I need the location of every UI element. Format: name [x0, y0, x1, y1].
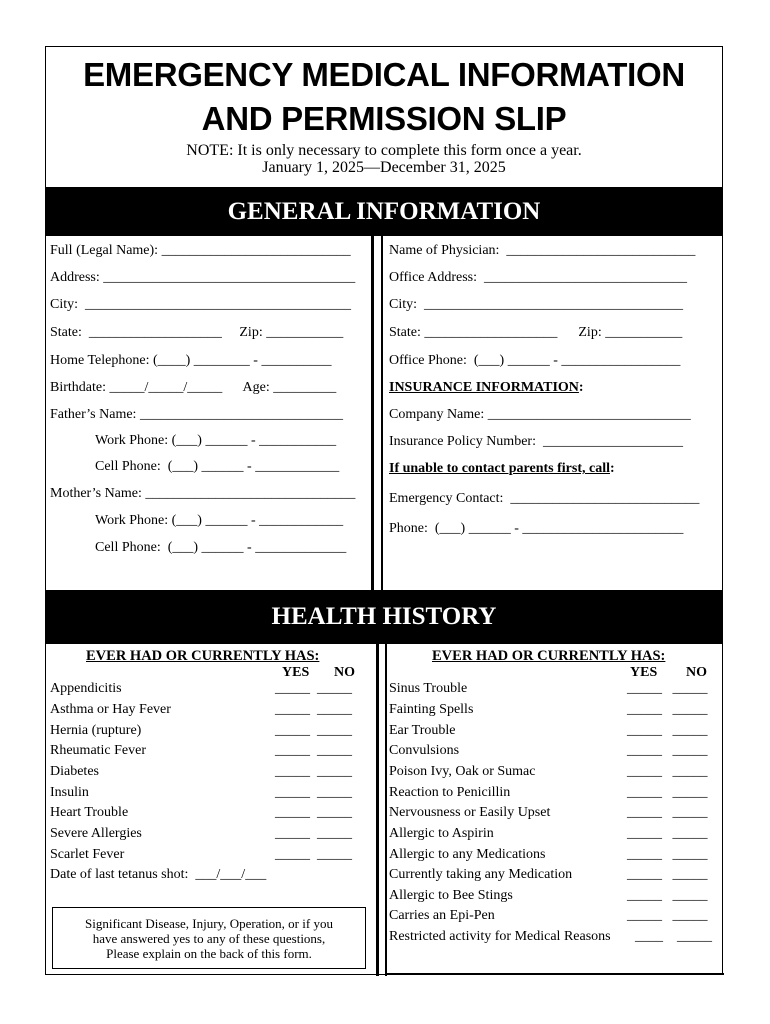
left-health-header: EVER HAD OR CURRENTLY HAS: — [86, 648, 320, 664]
insurance-heading-text: INSURANCE INFORMATION — [389, 380, 579, 395]
birthdate-age-field[interactable]: Birthdate: _____/_____/_____ Age: _________ — [50, 380, 337, 395]
yes-no-blanks[interactable]: _____ _____ — [627, 681, 708, 696]
general-info-banner: GENERAL INFORMATION — [46, 187, 722, 236]
condition-label: Asthma or Hay Fever — [50, 702, 171, 717]
state-zip-field[interactable]: State: ___________________ Zip: ___________ — [50, 325, 344, 340]
form-title-line1: EMERGENCY MEDICAL INFORMATION — [83, 56, 685, 93]
yes-no-blanks[interactable]: _____ _____ — [275, 847, 352, 862]
emergency-contact-field[interactable]: Emergency Contact: ___________________________ — [389, 491, 700, 506]
yes-no-blanks[interactable]: _____ _____ — [627, 785, 708, 800]
left-no-label: NO — [334, 665, 355, 680]
box-line: Significant Disease, Injury, Operation, or if you — [85, 916, 333, 931]
column-divider — [376, 644, 379, 976]
condition-label: Sinus Trouble — [389, 681, 468, 696]
company-name-field[interactable]: Company Name: _____________________________ — [389, 407, 691, 422]
condition-label: Insulin — [50, 785, 89, 800]
yes-no-blanks[interactable]: _____ _____ — [275, 702, 352, 717]
father-work-phone-field[interactable]: Work Phone: (___) ______ - ___________ — [95, 433, 337, 448]
condition-label: Severe Allergies — [50, 826, 142, 841]
column-divider — [385, 644, 387, 976]
yes-no-blanks[interactable]: _____ _____ — [275, 785, 352, 800]
yes-no-blanks[interactable]: _____ _____ — [627, 867, 708, 882]
physician-name-field[interactable]: Name of Physician: ___________________________ — [389, 243, 696, 258]
office-state-zip-field[interactable]: State: ___________________ Zip: ___________ — [389, 325, 683, 340]
condition-label: Carries an Epi-Pen — [389, 908, 495, 923]
unable-contact-text: If unable to contact parents first, call — [389, 461, 610, 476]
condition-label: Allergic to Aspirin — [389, 826, 494, 841]
condition-label: Allergic to any Medications — [389, 847, 546, 862]
form-title-line2: AND PERMISSION SLIP — [201, 100, 567, 137]
column-divider — [371, 236, 374, 590]
yes-no-blanks[interactable]: _____ _____ — [627, 888, 708, 903]
condition-label: Currently taking any Medication — [389, 867, 573, 882]
box-line: Please explain on the back of this form. — [106, 946, 312, 961]
policy-number-field[interactable]: Insurance Policy Number: ____________________ — [389, 434, 683, 449]
condition-label: Reaction to Penicillin — [389, 785, 511, 800]
father-name-field[interactable]: Father’s Name: _____________________________ — [50, 407, 343, 422]
office-phone-field[interactable]: Office Phone: (___) ______ - _________________ — [389, 353, 681, 368]
condition-label: Rheumatic Fever — [50, 743, 147, 758]
mother-name-field[interactable]: Mother’s Name: ______________________________ — [50, 486, 356, 501]
tetanus-date-field[interactable]: Date of last tetanus shot: ___/___/___ — [50, 867, 267, 882]
right-health-header: EVER HAD OR CURRENTLY HAS: — [432, 648, 666, 664]
yes-no-blanks[interactable]: _____ _____ — [627, 743, 708, 758]
right-no-label: NO — [686, 665, 707, 680]
unable-contact-heading: If unable to contact parents first, call: — [389, 461, 615, 476]
city-field[interactable]: City: ______________________________________ — [50, 297, 352, 312]
left-yes-label: YES — [282, 665, 310, 680]
box-line: have answered yes to any of these questions, — [92, 931, 326, 946]
condition-label: Hernia (rupture) — [50, 723, 142, 738]
condition-label: Restricted activity for Medical Reasons — [389, 929, 611, 944]
yes-no-blanks[interactable]: _____ _____ — [627, 702, 708, 717]
yes-no-blanks[interactable]: _____ _____ — [627, 847, 708, 862]
full-name-field[interactable]: Full (Legal Name): ___________________________ — [50, 243, 351, 258]
insurance-info-heading: INSURANCE INFORMATION: — [389, 380, 584, 395]
condition-label: Ear Trouble — [389, 723, 456, 738]
yes-no-blanks[interactable]: _____ _____ — [627, 805, 708, 820]
emergency-phone-field[interactable]: Phone: (___) ______ - _______________________ — [389, 521, 684, 536]
right-yes-label: YES — [630, 665, 658, 680]
yes-no-blanks[interactable]: _____ _____ — [627, 764, 708, 779]
form-page — [45, 46, 723, 975]
condition-label: Nervousness or Easily Upset — [389, 805, 551, 820]
condition-label: Convulsions — [389, 743, 460, 758]
yes-no-blanks[interactable]: _____ _____ — [627, 723, 708, 738]
yes-no-blanks[interactable]: _____ _____ — [627, 908, 708, 923]
date-range: January 1, 2025—December 31, 2025 — [262, 159, 506, 176]
yes-no-blanks[interactable]: ____ _____ — [635, 929, 712, 944]
address-field[interactable]: Address: ____________________________________ — [50, 270, 356, 285]
condition-label: Allergic to Bee Stings — [389, 888, 513, 903]
yes-no-blanks[interactable]: _____ _____ — [627, 826, 708, 841]
explanation-note-box — [52, 907, 366, 969]
condition-label: Diabetes — [50, 764, 99, 779]
condition-label: Poison Ivy, Oak or Sumac — [389, 764, 536, 779]
father-cell-phone-field[interactable]: Cell Phone: (___) ______ - ____________ — [95, 459, 340, 474]
yes-no-blanks[interactable]: _____ _____ — [275, 681, 352, 696]
column-divider — [381, 236, 383, 590]
mother-work-phone-field[interactable]: Work Phone: (___) ______ - ____________ — [95, 513, 344, 528]
mother-cell-phone-field[interactable]: Cell Phone: (___) ______ - _____________ — [95, 540, 347, 555]
health-history-banner: HEALTH HISTORY — [46, 590, 722, 644]
form-note: NOTE: It is only necessary to complete this form once a year. — [186, 142, 582, 159]
office-address-field[interactable]: Office Address: _____________________________ — [389, 270, 687, 285]
right-bottom-rule — [387, 973, 724, 975]
condition-label: Scarlet Fever — [50, 847, 125, 862]
condition-label: Fainting Spells — [389, 702, 474, 717]
office-city-field[interactable]: City: _____________________________________ — [389, 297, 684, 312]
condition-label: Heart Trouble — [50, 805, 129, 820]
yes-no-blanks[interactable]: _____ _____ — [275, 805, 352, 820]
condition-label: Appendicitis — [50, 681, 122, 696]
yes-no-blanks[interactable]: _____ _____ — [275, 743, 352, 758]
home-telephone-field[interactable]: Home Telephone: (____) ________ - __________ — [50, 353, 332, 368]
yes-no-blanks[interactable]: _____ _____ — [275, 826, 352, 841]
yes-no-blanks[interactable]: _____ _____ — [275, 764, 352, 779]
yes-no-blanks[interactable]: _____ _____ — [275, 723, 352, 738]
